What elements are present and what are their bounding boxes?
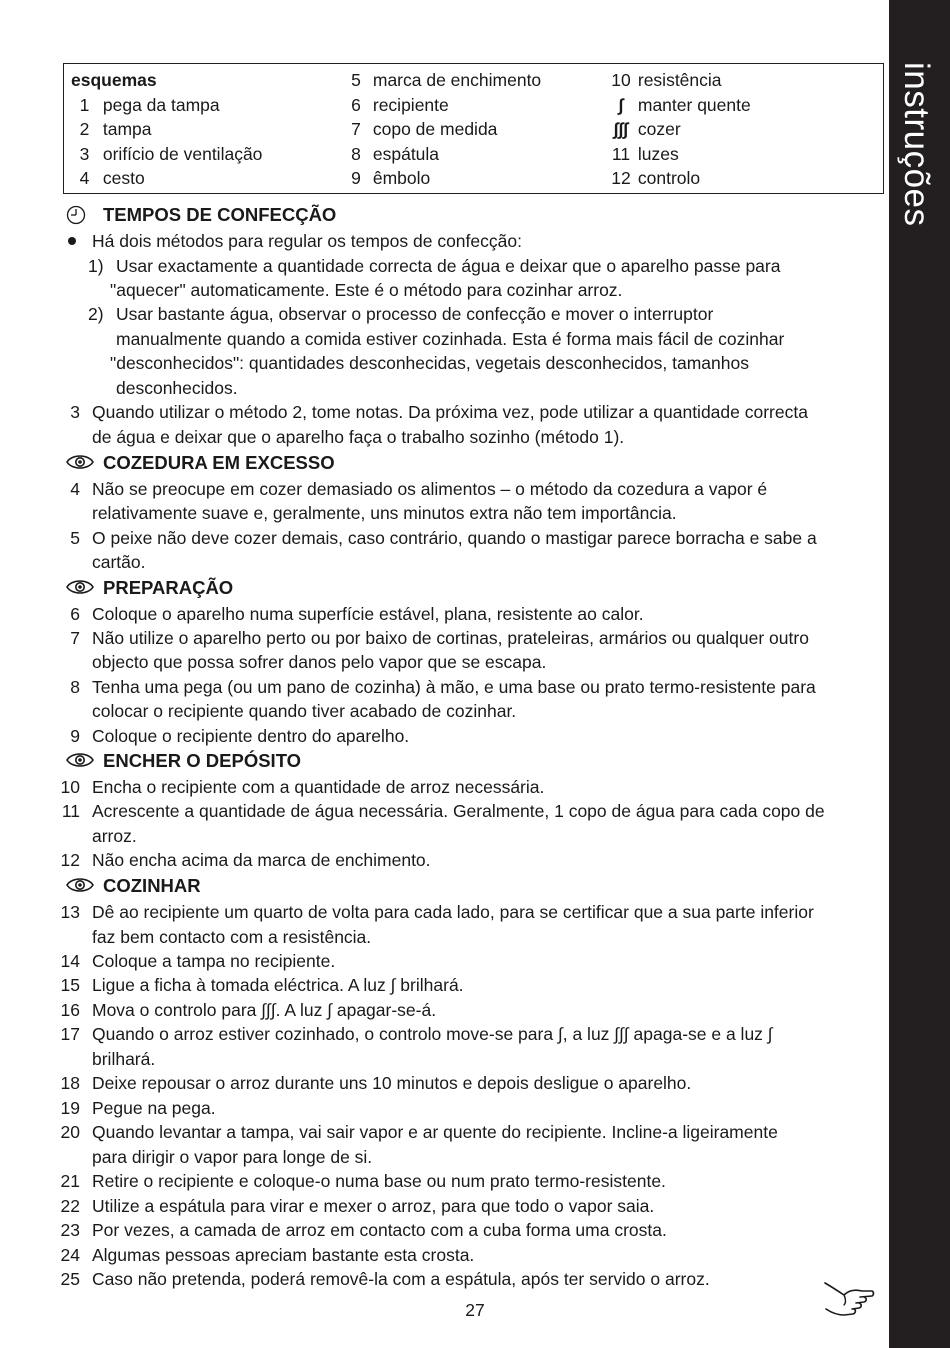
- item-number: 18: [60, 1073, 80, 1093]
- item-number: 20: [60, 1122, 80, 1142]
- item-text: de água e deixar que o aparelho faça o trabalho sozinho (método 1).: [92, 427, 625, 447]
- method-text: Usar exactamente a quantidade correcta de água e deixar que o aparelho passe para: [116, 256, 781, 276]
- page-number: 27: [465, 1300, 485, 1320]
- item-text: Coloque o recipiente dentro do aparelho.: [92, 726, 410, 746]
- item-text: Caso não pretenda, poderá removê-la com a espátula, após ter servido o arroz.: [92, 1269, 710, 1289]
- legend-item: 12 controlo: [611, 168, 701, 188]
- method-text: "aquecer" automaticamente. Este é o método para cozinhar arroz.: [110, 280, 623, 300]
- item-number: 17: [60, 1024, 80, 1044]
- legend-column-3: [609, 68, 751, 191]
- item-number: 11: [61, 801, 80, 821]
- item-text: arroz.: [92, 826, 137, 846]
- legend-item: 4 cesto: [79, 168, 145, 188]
- item-text: objecto que possa sofrer danos pelo vapor que se escapa.: [92, 652, 547, 672]
- item-text: Não encha acima da marca de enchimento.: [92, 850, 431, 870]
- item-text: Não utilize o aparelho perto ou por baixo de cortinas, prateleiras, armários ou qualquer outro: [92, 628, 809, 648]
- legend-item: 1 pega da tampa: [79, 94, 220, 115]
- item-text: Mova o controlo para ∫∫∫. A luz ∫ apagar-se-á.: [92, 1000, 437, 1020]
- item-number: 3: [70, 402, 80, 422]
- item-number: 10: [60, 777, 80, 797]
- item-number: 5: [70, 528, 80, 548]
- method-text: manualmente quando a comida estiver cozinhada. Esta é forma mais fácil de cozinhar: [116, 329, 785, 349]
- legend-item: 3 orifício de ventilação: [79, 143, 263, 164]
- item-text: Utilize a espátula para virar e mexer o arroz, para que todo o vapor saia.: [92, 1196, 655, 1216]
- legend-item: ∫ manter quente: [609, 93, 751, 118]
- item-number: 13: [60, 902, 80, 922]
- legend-box: [63, 63, 884, 194]
- item-number: 12: [60, 850, 80, 870]
- eye-icon: [66, 876, 94, 900]
- item-number: 22: [60, 1196, 80, 1216]
- legend-item: 11 luzes: [611, 143, 679, 164]
- item-number: 16: [60, 1000, 80, 1020]
- item-number: 4: [70, 479, 80, 499]
- eye-icon: [66, 578, 94, 602]
- side-tab-title: instruções: [897, 62, 936, 227]
- legend-item: ∫∫∫ cozer: [609, 117, 751, 142]
- legend-column-2: [344, 68, 541, 191]
- item-number: 19: [60, 1098, 80, 1118]
- method-text: desconhecidos.: [116, 378, 238, 398]
- item-text: colocar o recipiente quando tiver acabado de cozinhar.: [92, 701, 517, 721]
- item-text: Por vezes, a camada de arroz em contacto com a cuba forma uma crosta.: [92, 1220, 667, 1240]
- method-number: 1): [88, 256, 104, 276]
- item-number: 6: [70, 604, 80, 624]
- item-number: 8: [70, 677, 80, 697]
- item-text: Quando utilizar o método 2, tome notas. Da próxima vez, pode utilizar a quantidade correcta: [92, 402, 808, 422]
- method-number: 2): [88, 304, 104, 324]
- item-number: 15: [60, 975, 80, 995]
- legend-column-1: [71, 68, 262, 191]
- cook-icon: ∫∫∫: [613, 119, 629, 139]
- eye-icon: [66, 453, 94, 477]
- item-text: O peixe não deve cozer demais, caso contrário, quando o mastigar parece borracha e sabe a: [92, 528, 817, 548]
- item-text: Algumas pessoas apreciam bastante esta crosta.: [92, 1245, 475, 1265]
- item-number: 9: [70, 726, 80, 746]
- legend-item: 6 recipiente: [351, 94, 449, 115]
- clock-icon: [66, 205, 86, 231]
- item-text: relativamente suave e, geralmente, uns minutos extra não tem importância.: [92, 503, 677, 523]
- keep-warm-icon: ∫: [618, 94, 624, 115]
- item-text: Coloque a tampa no recipiente.: [92, 951, 336, 971]
- item-text: para dirigir o vapor para longe de si.: [92, 1147, 373, 1167]
- item-text: brilhará.: [92, 1049, 156, 1069]
- legend-item: 2 tampa: [79, 119, 152, 139]
- item-text: Pegue na pega.: [92, 1098, 216, 1118]
- legend-item: 7 copo de medida: [351, 119, 498, 139]
- legend-item: 5 marca de enchimento: [351, 70, 542, 90]
- item-number: 7: [70, 628, 80, 648]
- item-text: Acrescente a quantidade de água necessária. Geralmente, 1 copo de água para cada copo de: [92, 801, 825, 821]
- item-number: 24: [60, 1245, 80, 1265]
- item-text: Retire o recipiente e coloque-o numa base ou num prato termo-resistente.: [92, 1171, 666, 1191]
- method-text: Usar bastante água, observar o processo de confecção e mover o interruptor: [116, 304, 714, 324]
- item-number: 23: [60, 1220, 80, 1240]
- item-text: Dê ao recipiente um quarto de volta para cada lado, para se certificar que a sua parte inferior: [92, 902, 814, 922]
- item-text: cartão.: [92, 552, 146, 572]
- item-text: Ligue a ficha à tomada eléctrica. A luz ∫ brilhará.: [92, 975, 464, 995]
- item-number: 21: [60, 1171, 80, 1191]
- legend-item: 10 resistência: [611, 70, 722, 90]
- item-text: faz bem contacto com a resistência.: [92, 927, 372, 947]
- item-number: 14: [60, 951, 80, 971]
- eye-icon: [66, 751, 94, 775]
- item-text: Deixe repousar o arroz durante uns 10 minutos e depois desligue o aparelho.: [92, 1073, 692, 1093]
- item-text: Não se preocupe em cozer demasiado os alimentos – o método da cozedura a vapor é: [92, 479, 768, 499]
- legend-item: 8 espátula: [351, 143, 440, 164]
- legend-heading: esquemas: [71, 70, 157, 90]
- item-text: Quando levantar a tampa, vai sair vapor e ar quente do recipiente. Incline-a ligeiramente: [92, 1122, 778, 1142]
- bullet-icon: [68, 237, 76, 245]
- item-text: Quando o arroz estiver cozinhado, o controlo move-se para ∫, a luz ∫∫∫ apaga-se e a luz ∫: [92, 1024, 773, 1044]
- item-text: Tenha uma pega (ou um pano de cozinha) à mão, e uma base ou prato termo-resistente para: [92, 677, 816, 697]
- item-number: 25: [60, 1269, 80, 1289]
- method-text: "desconhecidos": quantidades desconhecidas, vegetais desconhecidos, tamanhos: [110, 353, 749, 373]
- item-text: Encha o recipiente com a quantidade de arroz necessária.: [92, 777, 545, 797]
- pointing-hand-icon: [822, 1277, 876, 1326]
- item-text: Coloque o aparelho numa superfície estável, plana, resistente ao calor.: [92, 604, 644, 624]
- legend-item: 9 êmbolo: [351, 168, 431, 188]
